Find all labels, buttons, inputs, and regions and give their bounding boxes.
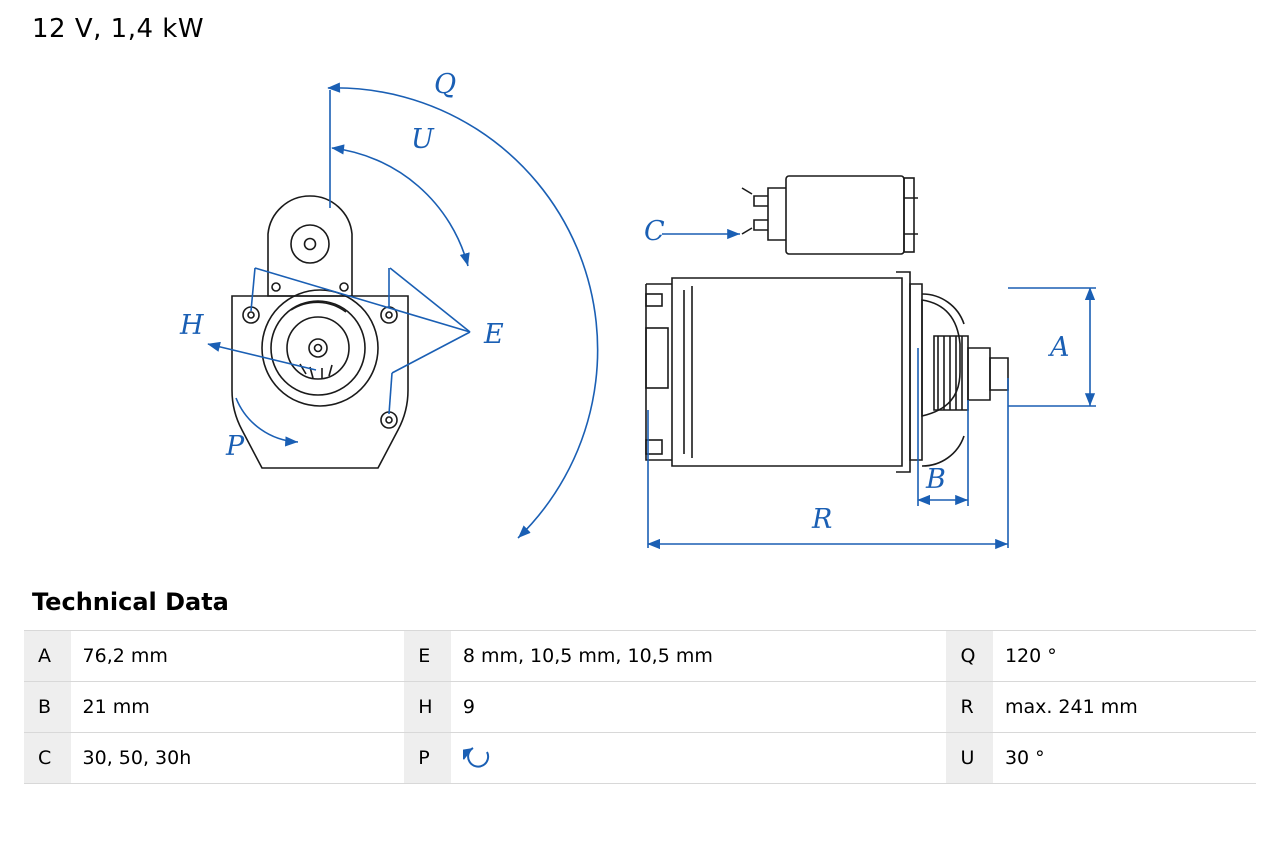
row-value-u: 30 ° [993, 733, 1256, 784]
technical-drawing [0, 48, 1280, 578]
label-Q: Q [434, 69, 457, 100]
label-H: H [180, 310, 204, 341]
technical-data-heading: Technical Data [32, 588, 229, 616]
row-value-b: 21 mm [71, 682, 405, 733]
row-value-e: 8 mm, 10,5 mm, 10,5 mm [451, 631, 947, 682]
row-key-b: B [24, 682, 71, 733]
label-A: A [1050, 332, 1070, 363]
row-key-c: C [24, 733, 71, 784]
row-key-p: P [404, 733, 451, 784]
label-E: E [484, 319, 504, 350]
row-key-h: H [404, 682, 451, 733]
label-P: P [226, 431, 245, 462]
row-value-h: 9 [451, 682, 947, 733]
row-key-q: Q [946, 631, 993, 682]
row-key-r: R [946, 682, 993, 733]
page-title: 12 V, 1,4 kW [32, 14, 205, 44]
right-view-starter-side [646, 176, 1008, 472]
technical-data-table [24, 630, 1256, 784]
row-value-a: 76,2 mm [71, 631, 405, 682]
right-view-labels [644, 216, 1070, 535]
row-value-p [451, 733, 947, 784]
label-R: R [812, 504, 833, 535]
row-value-c: 30, 50, 30h [71, 733, 405, 784]
label-C: C [644, 216, 665, 247]
row-key-a: A [24, 631, 71, 682]
table-row [24, 682, 1256, 733]
label-U: U [411, 124, 434, 155]
rotation-direction-icon [463, 743, 497, 773]
label-B: B [926, 464, 946, 495]
row-key-u: U [946, 733, 993, 784]
row-value-r: max. 241 mm [993, 682, 1256, 733]
table-row [24, 733, 1256, 784]
right-view-annotations [648, 234, 1096, 548]
row-key-e: E [404, 631, 451, 682]
left-view-annotations [208, 88, 598, 538]
row-value-q: 120 ° [993, 631, 1256, 682]
table-row [24, 631, 1256, 682]
left-view-labels [179, 69, 504, 462]
